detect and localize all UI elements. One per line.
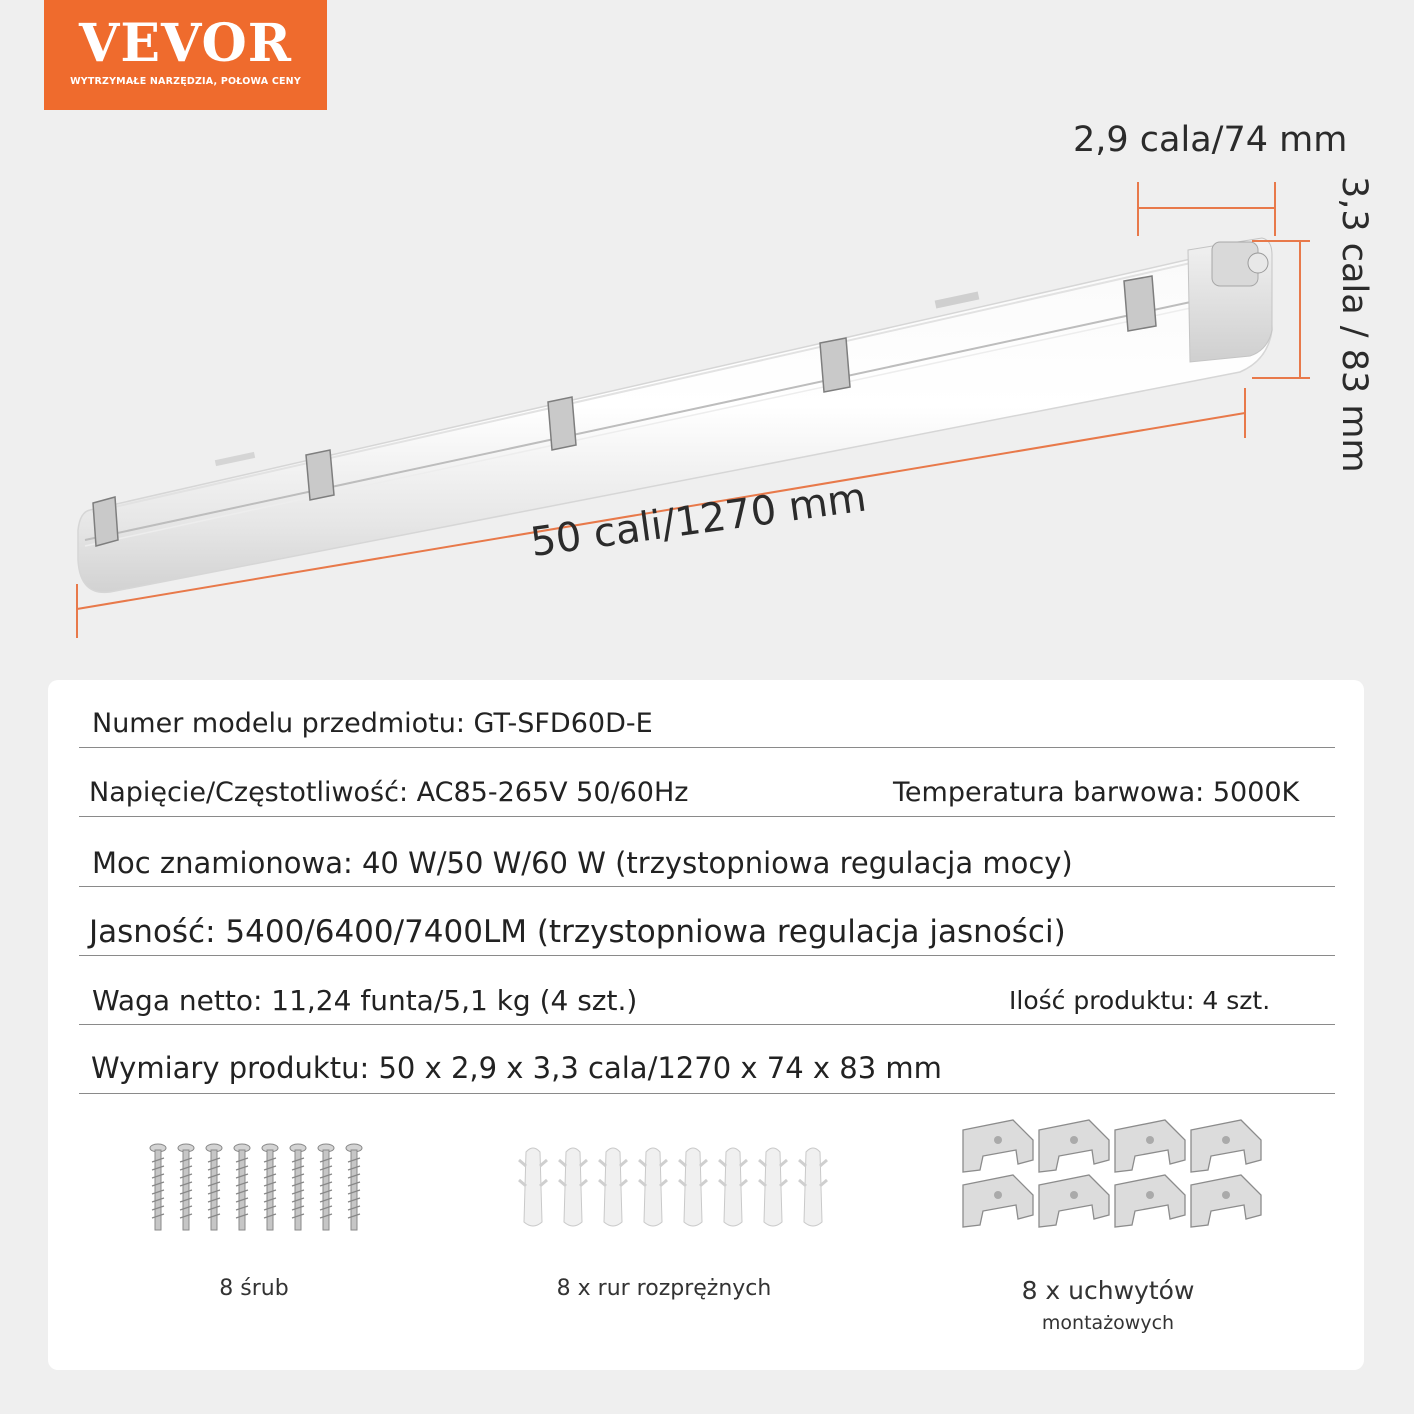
length-dimension-label: 50 cali/1270 mm	[527, 474, 870, 566]
spec-row-power	[79, 816, 1335, 887]
anchors-label: 8 x rur rozprężnych	[556, 1276, 772, 1301]
screws-label: 8 śrub	[219, 1276, 289, 1301]
mounting-brackets-icon	[963, 1120, 1261, 1227]
spec-row-voltage	[79, 747, 1335, 817]
spec-row-brightness	[79, 886, 1335, 956]
spec-row-weight	[79, 955, 1335, 1025]
brackets-label: 8 x uchwytów	[1021, 1276, 1195, 1305]
spec-card	[48, 680, 1364, 1370]
wall-anchors-icon	[519, 1148, 827, 1226]
screws-icon	[150, 1144, 362, 1230]
spec-voltage: Napięcie/Częstotliwość: AC85-265V 50/60Hz	[89, 777, 689, 808]
spec-size: Wymiary produktu: 50 x 2,9 x 3,3 cala/1270 x 74 x 83 mm	[91, 1051, 942, 1085]
brand-tagline: WYTRZYMAŁE NARZĘDZIA, POŁOWA CENY	[70, 76, 301, 87]
spec-weight: Waga netto: 11,24 funta/5,1 kg (4 szt.)	[92, 984, 638, 1017]
lamp-illustration	[0, 0, 1414, 680]
spec-quantity: Ilość produktu: 4 szt.	[1009, 986, 1271, 1015]
brackets-label-sub: montażowych	[1041, 1312, 1175, 1334]
brand-name: VEVOR	[79, 13, 292, 74]
spec-row-model	[79, 680, 1335, 748]
spec-row-size	[79, 1024, 1335, 1094]
height-dimension-label: 3,3 cala / 83 mm	[1334, 176, 1374, 473]
spec-brightness: Jasność: 5400/6400/7400LM (trzystopniowa regulacja jasności)	[89, 914, 1066, 950]
spec-color-temperature: Temperatura barwowa: 5000K	[893, 777, 1300, 808]
width-dimension-label: 2,9 cala/74 mm	[1073, 120, 1348, 160]
spec-model: Numer modelu przedmiotu: GT-SFD60D-E	[92, 708, 653, 739]
spec-power: Moc znamionowa: 40 W/50 W/60 W (trzystopniowa regulacja mocy)	[92, 846, 1073, 880]
